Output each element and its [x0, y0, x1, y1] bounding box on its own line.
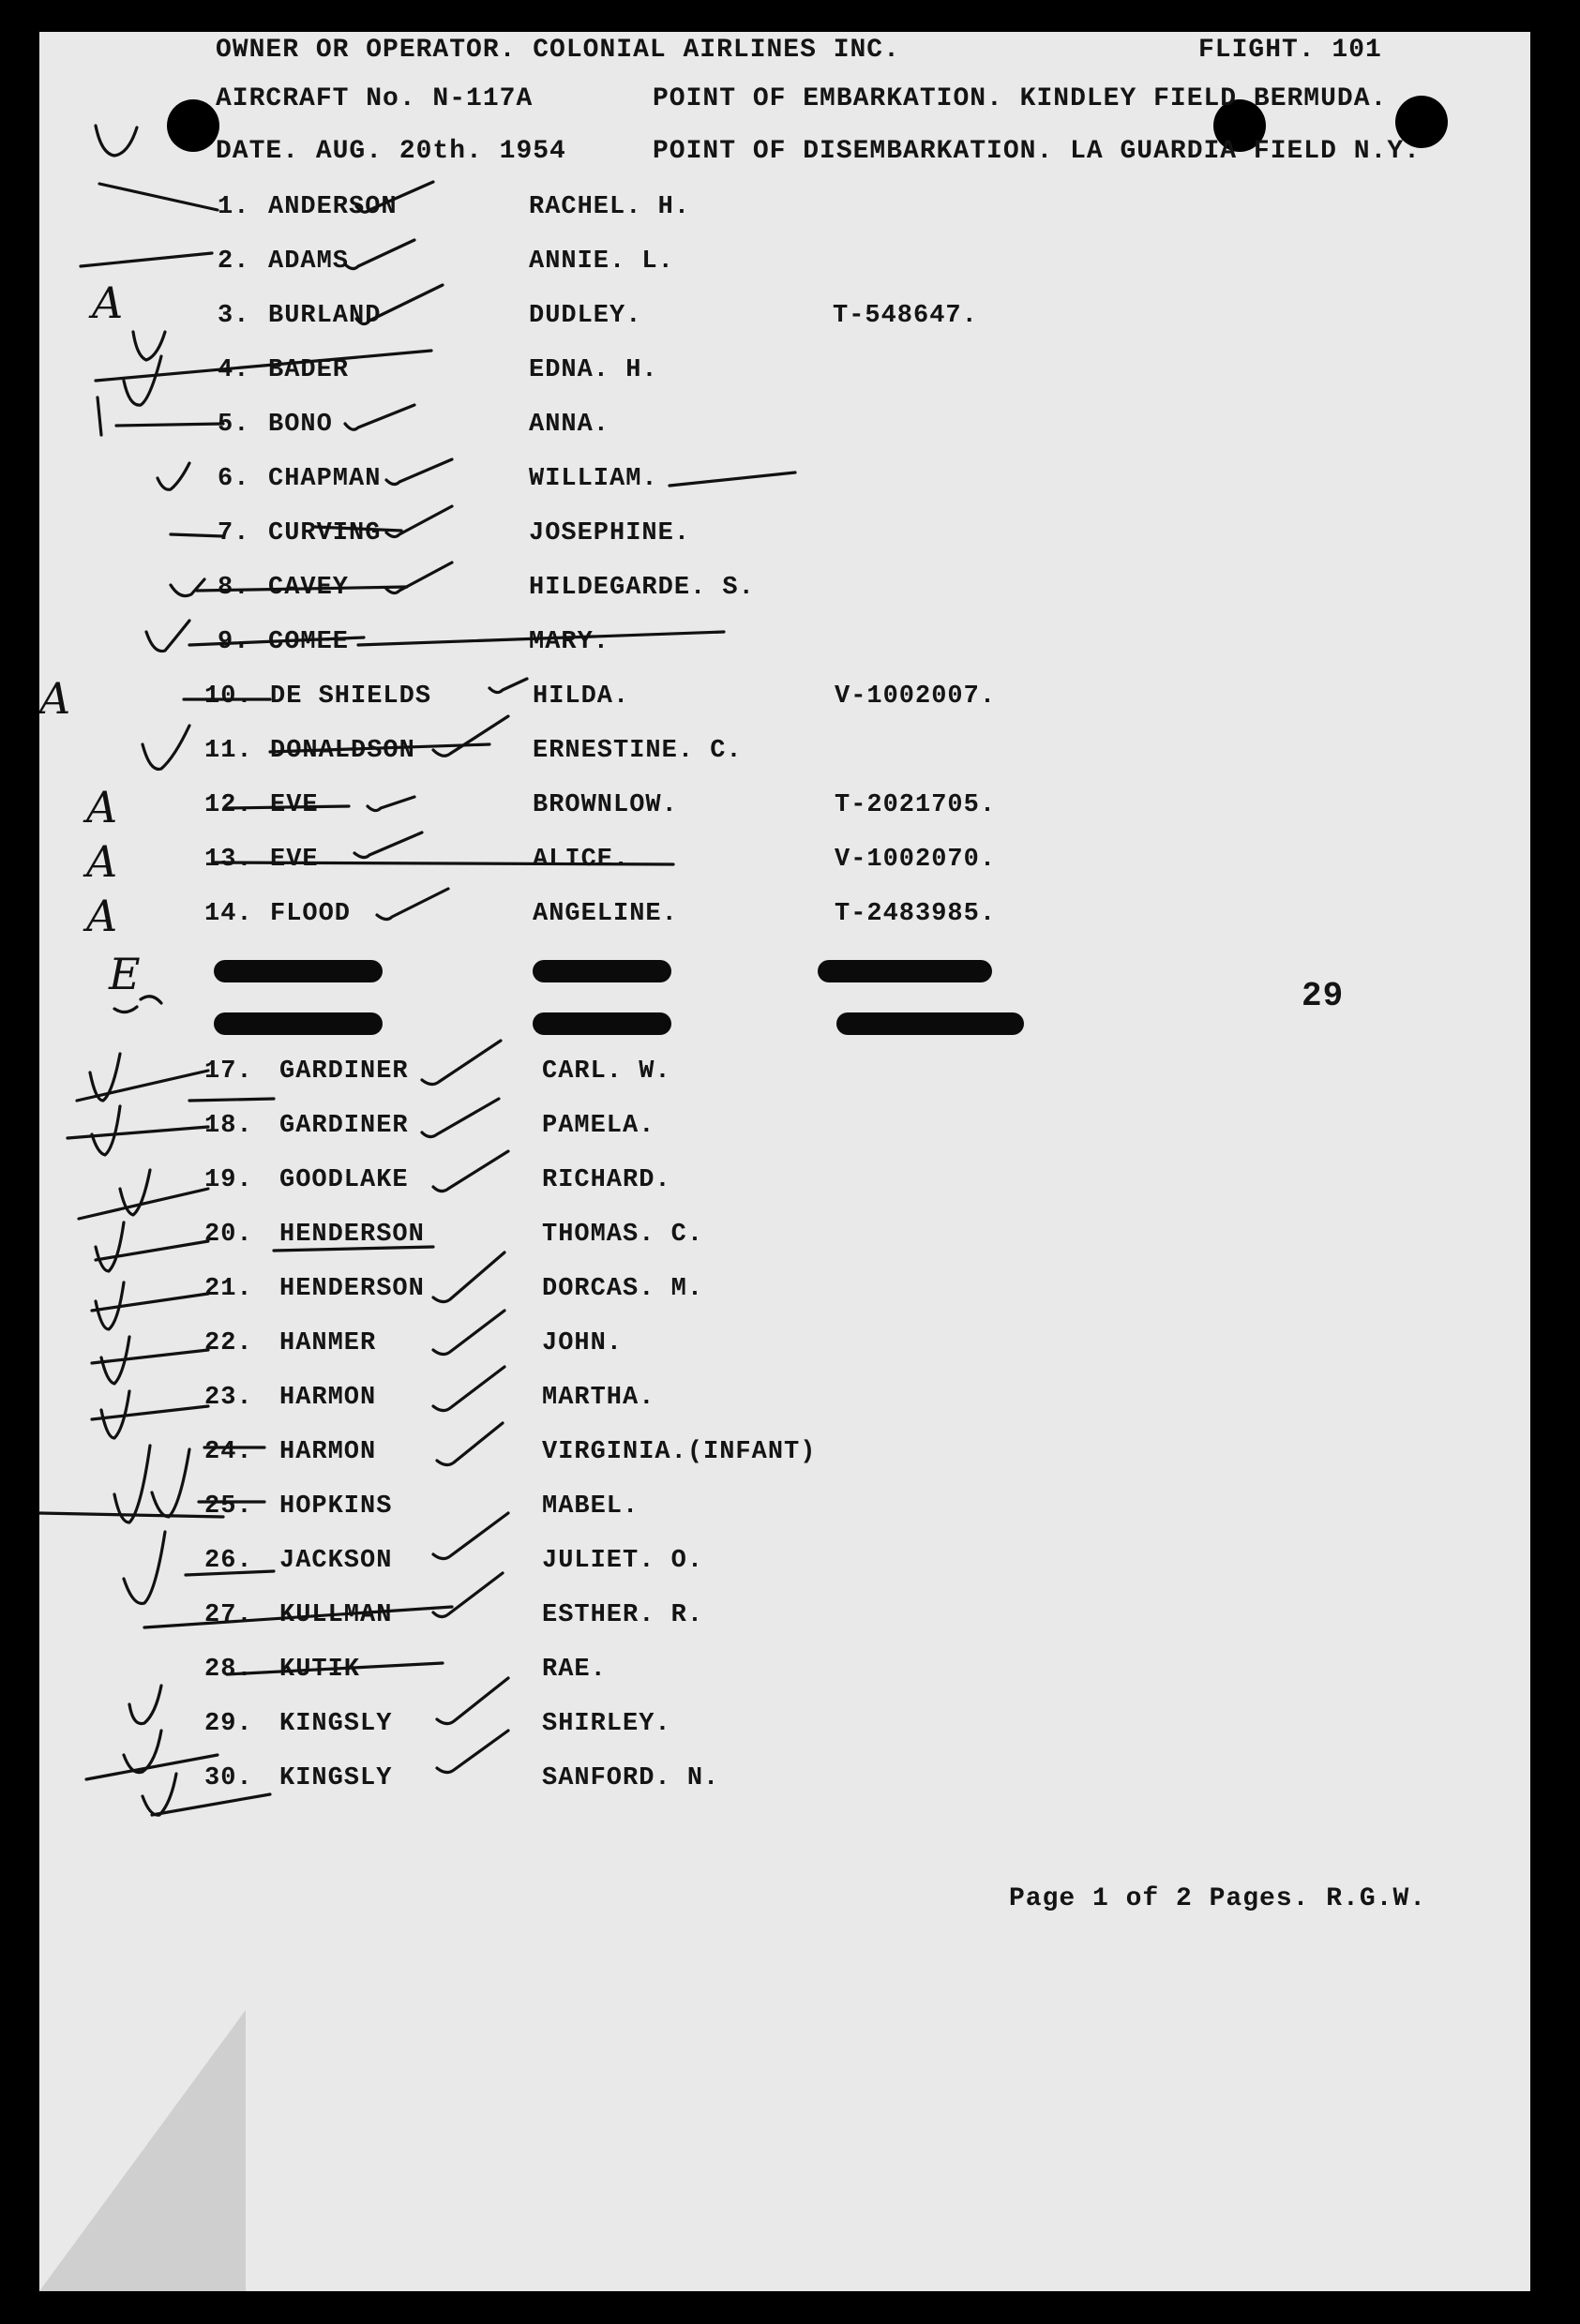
- check-mark: [143, 726, 189, 769]
- row-number: 5.: [218, 411, 250, 439]
- strike-line: [274, 1247, 433, 1251]
- strike-line: [214, 862, 673, 864]
- row-number: 14.: [204, 900, 253, 928]
- given-name: WILLIAM.: [529, 465, 658, 493]
- row-number: 8.: [218, 574, 250, 602]
- handwritten-mark: A: [86, 782, 118, 832]
- check-mark: [114, 1446, 150, 1522]
- check-mark: [114, 1007, 137, 1012]
- check-mark: [489, 679, 527, 693]
- surname: BONO: [268, 411, 333, 439]
- given-name: ANNIE. L.: [529, 247, 674, 276]
- document-number: V-1002070.: [835, 846, 997, 874]
- surname: GOODLAKE: [279, 1166, 409, 1194]
- row-number: 19.: [204, 1166, 253, 1194]
- check-mark: [433, 716, 508, 756]
- handwritten-annotations: [39, 32, 1530, 2291]
- check-mark: [356, 182, 433, 212]
- given-name: SANFORD. N.: [542, 1764, 720, 1792]
- check-mark: [124, 1532, 165, 1603]
- strike-line: [189, 1099, 274, 1101]
- check-mark: [158, 463, 189, 489]
- surname: GARDINER: [279, 1112, 409, 1140]
- row-number: 24.: [204, 1438, 253, 1466]
- check-mark: [171, 579, 204, 596]
- row-number: 2.: [218, 247, 250, 276]
- handwritten-mark: E: [109, 949, 141, 999]
- given-name: SHIRLEY.: [542, 1710, 671, 1738]
- given-name: HILDA.: [533, 682, 630, 711]
- given-name: MARTHA.: [542, 1384, 655, 1412]
- embarkation-point: POINT OF EMBARKATION. KINDLEY FIELD BERMUDA.: [653, 84, 1388, 113]
- strike-line: [116, 424, 223, 426]
- surname: ADAMS: [268, 247, 350, 276]
- strike-line: [96, 1241, 208, 1260]
- surname: HARMON: [279, 1384, 377, 1412]
- check-mark: [377, 889, 448, 920]
- check-mark: [437, 1423, 503, 1465]
- given-name: MABEL.: [542, 1492, 640, 1521]
- check-mark: [386, 459, 452, 485]
- strike-line: [92, 1350, 208, 1363]
- given-name: THOMAS. C.: [542, 1221, 704, 1249]
- flight-number: FLIGHT. 101: [1198, 36, 1382, 65]
- check-mark: [433, 1311, 504, 1355]
- strike-line: [96, 351, 431, 381]
- row-number: 21.: [204, 1275, 253, 1303]
- strike-line: [39, 1513, 223, 1517]
- disembarkation-point: POINT OF DISEMBARKATION. LA GUARDIA FIELD N.Y.: [653, 137, 1421, 166]
- page-footer: Page 1 of 2 Pages. R.G.W.: [1009, 1884, 1427, 1913]
- given-name: VIRGINIA.(INFANT): [542, 1438, 817, 1466]
- check-mark: [146, 621, 189, 652]
- given-name: ERNESTINE. C.: [533, 737, 743, 765]
- check-mark: [422, 1041, 501, 1085]
- check-mark: [345, 405, 414, 429]
- strike-line: [68, 1127, 208, 1138]
- row-number: 12.: [204, 791, 253, 819]
- check-mark: [368, 797, 414, 811]
- check-mark: [96, 1222, 124, 1271]
- given-name: PAMELA.: [542, 1112, 655, 1140]
- given-name: MARY.: [529, 628, 610, 656]
- strike-line: [186, 1571, 274, 1575]
- row-number: 1.: [218, 193, 250, 221]
- document-number: T-548647.: [833, 302, 978, 330]
- given-name: JULIET. O.: [542, 1547, 704, 1575]
- surname: CHAPMAN: [268, 465, 382, 493]
- row-number: 7.: [218, 519, 250, 547]
- surname: JACKSON: [279, 1547, 393, 1575]
- strike-line: [670, 472, 795, 486]
- surname: HENDERSON: [279, 1275, 425, 1303]
- document-number: V-1002007.: [835, 682, 997, 711]
- check-mark: [354, 832, 422, 858]
- check-mark: [124, 356, 161, 405]
- handwritten-mark: A: [86, 836, 118, 887]
- given-name: HILDEGARDE. S.: [529, 574, 755, 602]
- given-name: ESTHER. R.: [542, 1601, 704, 1629]
- surname: KINGSLY: [279, 1764, 393, 1792]
- check-mark: [437, 1731, 508, 1773]
- surname: HOPKINS: [279, 1492, 393, 1521]
- handwritten-mark: A: [92, 277, 124, 328]
- given-name: RACHEL. H.: [529, 193, 691, 221]
- surname: DE SHIELDS: [270, 682, 432, 711]
- row-number: 29.: [204, 1710, 253, 1738]
- check-mark: [433, 1367, 504, 1411]
- row-number: 9.: [218, 628, 250, 656]
- surname: HENDERSON: [279, 1221, 425, 1249]
- handwritten-mark: A: [39, 673, 71, 724]
- document-number: T-2021705.: [835, 791, 997, 819]
- surname: GARDINER: [279, 1057, 409, 1086]
- check-mark: [437, 1678, 508, 1724]
- row-number: 28.: [204, 1656, 253, 1684]
- strike-line: [92, 1406, 208, 1419]
- surname: CAVEY: [268, 574, 350, 602]
- handwritten-mark: A: [86, 891, 118, 941]
- paper-corner: [39, 2010, 246, 2291]
- strike-line: [227, 806, 349, 808]
- row-number: 30.: [204, 1764, 253, 1792]
- strike-line: [92, 1294, 208, 1311]
- strike-line: [144, 1607, 452, 1627]
- given-name: RAE.: [542, 1656, 607, 1684]
- check-mark: [96, 126, 137, 156]
- strike-line: [358, 632, 724, 645]
- check-mark: [141, 997, 161, 1003]
- row-number: 17.: [204, 1057, 253, 1086]
- check-mark: [129, 1686, 161, 1724]
- row-number: 20.: [204, 1221, 253, 1249]
- surname: BADER: [268, 356, 350, 384]
- surname: HARMON: [279, 1438, 377, 1466]
- surname: EVE: [270, 846, 319, 874]
- aircraft-number: AIRCRAFT No. N-117A: [216, 84, 534, 113]
- strike-line: [81, 253, 212, 266]
- row-number: 18.: [204, 1112, 253, 1140]
- check-mark: [143, 1774, 176, 1815]
- surname: KINGSLY: [279, 1710, 393, 1738]
- given-name: RICHARD.: [542, 1166, 671, 1194]
- check-mark: [433, 1151, 508, 1192]
- manifest-page: [39, 32, 1530, 2291]
- strike-line: [315, 527, 401, 531]
- document-number: T-2483985.: [835, 900, 997, 928]
- row-number: 13.: [204, 846, 253, 874]
- given-name: JOSEPHINE.: [529, 519, 691, 547]
- row-number: 11.: [204, 737, 253, 765]
- check-mark: [98, 397, 101, 435]
- given-name: EDNA. H.: [529, 356, 658, 384]
- check-mark: [422, 1099, 499, 1137]
- given-name: ALICE.: [533, 846, 630, 874]
- owner-line: OWNER OR OPERATOR. COLONIAL AIRLINES INC.: [216, 36, 900, 65]
- check-mark: [433, 1573, 503, 1617]
- page-number: 29: [1302, 977, 1345, 1015]
- surname: BURLAND: [268, 302, 382, 330]
- given-name: CARL. W.: [542, 1057, 671, 1086]
- given-name: DORCAS. M.: [542, 1275, 704, 1303]
- surname: KUTIK: [279, 1656, 361, 1684]
- surname: CURVING: [268, 519, 382, 547]
- row-number: 27.: [204, 1601, 253, 1629]
- strike-line: [197, 587, 407, 591]
- check-mark: [356, 285, 443, 324]
- row-number: 4.: [218, 356, 250, 384]
- row-number: 25.: [204, 1492, 253, 1521]
- surname: FLOOD: [270, 900, 352, 928]
- check-mark: [433, 1513, 508, 1559]
- row-number: 10.: [204, 682, 253, 711]
- strike-line: [227, 1663, 443, 1674]
- manifest-date: DATE. AUG. 20th. 1954: [216, 137, 566, 166]
- check-mark: [92, 1106, 120, 1155]
- check-mark: [152, 1449, 189, 1517]
- row-number: 26.: [204, 1547, 253, 1575]
- given-name: BROWNLOW.: [533, 791, 678, 819]
- row-number: 3.: [218, 302, 250, 330]
- strike-line: [171, 534, 223, 536]
- surname: KULLMAN: [279, 1601, 393, 1629]
- given-name: JOHN.: [542, 1329, 624, 1357]
- check-mark: [345, 240, 414, 269]
- given-name: DUDLEY.: [529, 302, 642, 330]
- strike-line: [189, 637, 364, 645]
- check-mark: [433, 1252, 504, 1302]
- surname: HANMER: [279, 1329, 377, 1357]
- surname: DONALDSON: [270, 737, 415, 765]
- strike-line: [99, 184, 218, 210]
- surname: COMEE: [268, 628, 350, 656]
- row-number: 6.: [218, 465, 250, 493]
- row-number: 23.: [204, 1384, 253, 1412]
- given-name: ANGELINE.: [533, 900, 678, 928]
- surname: EVE: [270, 791, 319, 819]
- given-name: ANNA.: [529, 411, 610, 439]
- surname: ANDERSON: [268, 193, 398, 221]
- check-mark: [386, 506, 452, 537]
- row-number: 22.: [204, 1329, 253, 1357]
